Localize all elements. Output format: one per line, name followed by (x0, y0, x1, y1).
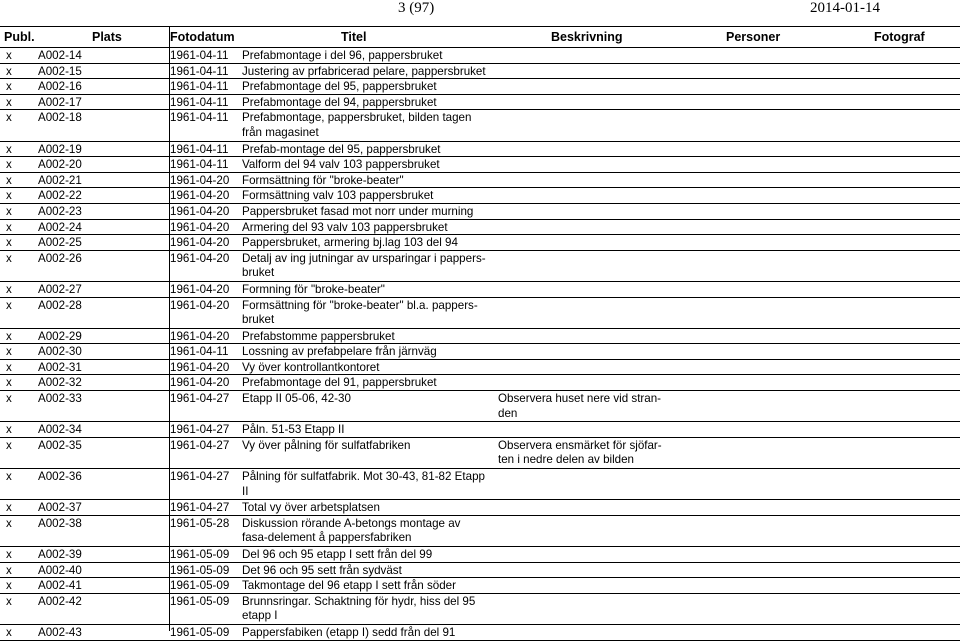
fotodatum-cell: 1961-05-28 (170, 516, 230, 530)
plats-cell: A002-15 (38, 64, 82, 78)
plats-cell: A002-21 (38, 173, 82, 187)
table-header (0, 26, 960, 48)
table-row (0, 625, 960, 641)
publ-cell: x (6, 579, 12, 593)
titel-cell: Etapp II 05-06, 42-30 (242, 392, 351, 406)
plats-cell: A002-22 (38, 189, 82, 203)
fotodatum-cell: 1961-05-09 (170, 579, 230, 593)
table-row (0, 547, 960, 563)
titel-cell: Formsättning valv 103 pappersbruket (242, 189, 434, 203)
publ-cell: x (6, 111, 12, 125)
plats-cell: A002-17 (38, 95, 82, 109)
publ-cell: x (6, 438, 12, 452)
page-header (0, 0, 960, 26)
publ-cell: x (6, 563, 12, 577)
plats-cell: A002-23 (38, 204, 82, 218)
publ-cell: x (6, 64, 12, 78)
plats-cell: A002-31 (38, 360, 82, 374)
fotodatum-cell: 1961-04-20 (170, 189, 230, 203)
col-fotodatum: Fotodatum (170, 30, 235, 44)
fotodatum-cell: 1961-04-11 (170, 345, 229, 359)
table-row (0, 48, 960, 64)
titel-cell: Brunnsringar. Schaktning för hydr, hiss del 95 etapp I (242, 594, 476, 623)
fotodatum-cell: 1961-04-20 (170, 204, 230, 218)
col-publ: Publ. (4, 30, 35, 44)
titel-cell: Total vy över arbetsplatsen (242, 501, 380, 515)
plats-cell: A002-37 (38, 501, 82, 515)
publ-cell: x (6, 142, 12, 156)
table-row (0, 500, 960, 516)
titel-cell: Diskussion rörande A-betongs montage av fasa-delement å pappersfabriken (242, 516, 461, 545)
titel-cell: Prefabmontage del 91, pappersbruket (242, 376, 437, 390)
fotodatum-cell: 1961-04-20 (170, 236, 230, 250)
titel-cell: Vy över kontrollantkontoret (242, 360, 380, 374)
publ-cell: x (6, 282, 12, 296)
table-row (0, 220, 960, 236)
fotodatum-cell: 1961-04-27 (170, 438, 230, 452)
table-row (0, 344, 960, 360)
titel-cell: Pappersbruket fasad mot norr under murning (242, 204, 474, 218)
table-row (0, 391, 960, 422)
plats-cell: A002-33 (38, 392, 82, 406)
titel-cell: Lossning av prefabpelare från järnväg (242, 345, 437, 359)
publ-cell: x (6, 470, 12, 484)
publ-cell: x (6, 298, 12, 312)
plats-cell: A002-26 (38, 251, 82, 265)
titel-cell: Prefabmontage del 94, pappersbruket (242, 95, 437, 109)
table-row (0, 235, 960, 251)
publ-cell: x (6, 236, 12, 250)
fotodatum-cell: 1961-04-27 (170, 470, 230, 484)
plats-cell: A002-27 (38, 282, 82, 296)
fotodatum-cell: 1961-04-20 (170, 251, 230, 265)
table-row (0, 329, 960, 345)
publ-cell: x (6, 80, 12, 94)
document-date: 2014-01-14 (810, 0, 880, 16)
table-row (0, 79, 960, 95)
fotodatum-cell: 1961-04-20 (170, 360, 230, 374)
titel-cell: Prefab-montage del 95, pappersbruket (242, 142, 441, 156)
titel-cell: Pålning för sulfatfabrik. Mot 30-43, 81-82 Etapp II (242, 470, 485, 498)
plats-cell: A002-14 (38, 49, 82, 62)
table-row (0, 142, 960, 158)
beskrivning-cell: Observera huset nere vid stran-den (498, 392, 662, 420)
publ-cell: x (6, 158, 12, 172)
plats-cell: A002-42 (38, 594, 82, 608)
publ-cell: x (6, 251, 12, 265)
fotodatum-cell: 1961-04-27 (170, 423, 230, 437)
fotodatum-cell: 1961-04-11 (170, 142, 229, 156)
table-row (0, 563, 960, 579)
photo-table (0, 48, 960, 641)
titel-cell: Prefabstomme pappersbruket (242, 329, 395, 343)
publ-cell: x (6, 189, 12, 203)
col-plats: Plats (92, 30, 122, 44)
fotodatum-cell: 1961-04-27 (170, 501, 230, 515)
fotodatum-cell: 1961-04-27 (170, 392, 230, 406)
fotodatum-cell: 1961-04-20 (170, 220, 230, 234)
fotodatum-cell: 1961-05-09 (170, 563, 230, 577)
plats-cell: A002-36 (38, 470, 82, 484)
titel-cell: Formsättning för "broke-beater" bl.a. pappers-bruket (242, 298, 478, 327)
plats-cell: A002-34 (38, 423, 82, 437)
plats-cell: A002-29 (38, 329, 82, 343)
table-row (0, 64, 960, 80)
publ-cell: x (6, 329, 12, 343)
table-row (0, 173, 960, 189)
table-row (0, 438, 960, 469)
fotodatum-cell: 1961-04-20 (170, 298, 230, 312)
plats-cell: A002-32 (38, 376, 82, 390)
fotodatum-cell: 1961-04-11 (170, 111, 229, 125)
titel-cell: Armering del 93 valv 103 pappersbruket (242, 220, 448, 234)
titel-cell: Takmontage del 96 etapp I sett från söder (242, 579, 456, 593)
publ-cell: x (6, 392, 12, 406)
col-personer: Personer (726, 30, 781, 44)
table-row (0, 298, 960, 329)
fotodatum-cell: 1961-04-20 (170, 329, 230, 343)
plats-cell: A002-28 (38, 298, 82, 312)
titel-cell: Formning för "broke-beater" (242, 282, 385, 296)
titel-cell: Del 96 och 95 etapp I sett från del 99 (242, 548, 433, 561)
publ-cell: x (6, 95, 12, 109)
titel-cell: Vy över pålning för sulfatfabriken (242, 438, 411, 452)
fotodatum-cell: 1961-05-09 (170, 548, 230, 561)
table-row (0, 516, 960, 547)
fotodatum-cell: 1961-05-09 (170, 594, 230, 608)
publ-cell: x (6, 516, 12, 530)
fotodatum-cell: 1961-04-11 (170, 95, 229, 109)
fotodatum-cell: 1961-04-11 (170, 80, 229, 94)
titel-cell: Valform del 94 valv 103 pappersbruket (242, 158, 440, 172)
page-number: 3 (97) (398, 0, 435, 16)
plats-cell: A002-39 (38, 548, 82, 561)
plats-cell: A002-41 (38, 579, 82, 593)
publ-cell: x (6, 220, 12, 234)
publ-cell: x (6, 173, 12, 187)
plats-cell: A002-24 (38, 220, 82, 234)
plats-cell: A002-43 (38, 625, 82, 639)
plats-cell: A002-40 (38, 563, 82, 577)
publ-cell: x (6, 501, 12, 515)
titel-cell: Justering av prfabricerad pelare, pappersbruket (242, 64, 486, 78)
titel-cell: Pappersbruket, armering bj.lag 103 del 94 (242, 236, 458, 250)
table-row (0, 110, 960, 141)
publ-cell: x (6, 345, 12, 359)
col-titel: Titel (341, 30, 367, 44)
table-row (0, 204, 960, 220)
table-row (0, 282, 960, 298)
plats-cell: A002-30 (38, 345, 82, 359)
publ-cell: x (6, 49, 12, 62)
beskrivning-cell: Observera ensmärket för sjöfar-ten i nedre delen av bilden (498, 438, 662, 467)
plats-cell: A002-38 (38, 516, 82, 530)
fotodatum-cell: 1961-04-11 (170, 158, 229, 172)
publ-cell: x (6, 204, 12, 218)
table-row (0, 188, 960, 204)
titel-cell: Prefabmontage i del 96, pappersbruket (242, 49, 443, 62)
titel-cell: Påln. 51-53 Etapp II (242, 423, 345, 437)
publ-cell: x (6, 360, 12, 374)
fotodatum-cell: 1961-04-11 (170, 49, 229, 62)
titel-cell: Prefabmontage, pappersbruket, bilden tagen från magasinet (242, 111, 472, 139)
table-row (0, 157, 960, 173)
publ-cell: x (6, 423, 12, 437)
titel-cell: Prefabmontage del 95, pappersbruket (242, 80, 437, 94)
publ-cell: x (6, 548, 12, 561)
titel-cell: Det 96 och 95 sett från sydväst (242, 563, 402, 577)
titel-cell: Pappersfabiken (etapp I) sedd från del 91 (242, 625, 456, 639)
fotodatum-cell: 1961-05-09 (170, 625, 230, 639)
fotodatum-cell: 1961-04-20 (170, 376, 230, 390)
plats-cell: A002-20 (38, 158, 82, 172)
titel-cell: Detalj av ing jutningar av ursparingar i pappers-bruket (242, 251, 486, 280)
plats-cell: A002-25 (38, 236, 82, 250)
table-row (0, 469, 960, 500)
fotodatum-cell: 1961-04-20 (170, 173, 230, 187)
plats-cell: A002-19 (38, 142, 82, 156)
table-row (0, 422, 960, 438)
col-beskrivning: Beskrivning (551, 30, 623, 44)
fotodatum-cell: 1961-04-11 (170, 64, 229, 78)
publ-cell: x (6, 594, 12, 608)
plats-cell: A002-16 (38, 80, 82, 94)
col-fotograf: Fotograf (874, 30, 925, 44)
table-row (0, 360, 960, 376)
table-row (0, 251, 960, 282)
fotodatum-cell: 1961-04-20 (170, 282, 230, 296)
plats-cell: A002-35 (38, 438, 82, 452)
table-row (0, 594, 960, 625)
plats-cell: A002-18 (38, 111, 82, 125)
table-row (0, 95, 960, 111)
publ-cell: x (6, 625, 12, 639)
table-row (0, 578, 960, 594)
titel-cell: Formsättning för "broke-beater" (242, 173, 404, 187)
table-row (0, 375, 960, 391)
publ-cell: x (6, 376, 12, 390)
